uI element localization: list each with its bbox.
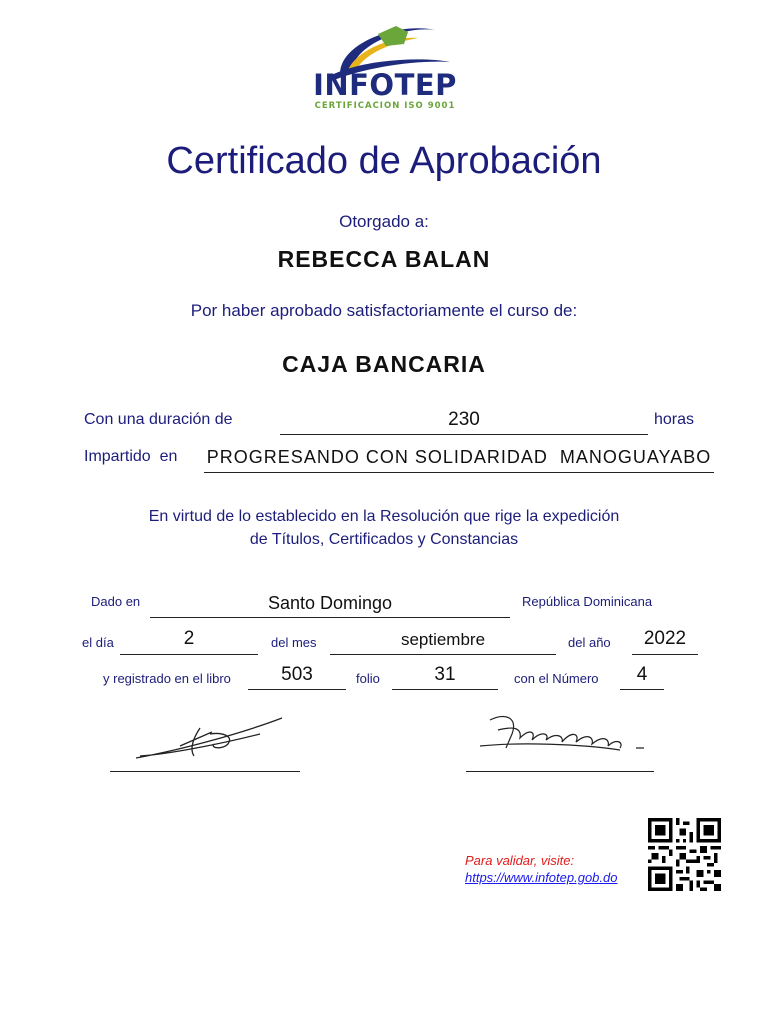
validate-block — [465, 852, 617, 886]
number-value: 4 — [636, 664, 648, 685]
logo-map-green — [378, 26, 408, 46]
duration-label: Con una duración de — [84, 411, 233, 428]
given-city-line — [150, 617, 510, 618]
logo-name: INFOTEP — [313, 68, 457, 102]
number-line — [620, 689, 664, 690]
taught-line — [204, 472, 714, 473]
approved-text: Por haber aprobado satisfactoriamente el curso de: — [190, 301, 578, 320]
resolution-line-1: En virtud de lo establecido en la Resolución que rige la expedición — [148, 508, 620, 525]
taught-label: Impartido en — [84, 448, 178, 465]
course-name: CAJA BANCARIA — [282, 351, 486, 377]
folio-label: folio — [356, 671, 380, 686]
validate-link[interactable]: https://www.infotep.gob.do — [465, 870, 618, 885]
book-label: y registrado en el libro — [103, 671, 231, 686]
year-line — [632, 654, 698, 655]
year-value: 2022 — [643, 628, 687, 649]
signature-left-line — [110, 771, 300, 772]
qr-code-icon — [648, 818, 721, 891]
given-country: República Dominicana — [522, 594, 653, 609]
certificate-title: Certificado de Aprobación — [166, 140, 602, 182]
taught-value: PROGRESANDO CON SOLIDARIDAD MANOGUAYABO — [206, 447, 712, 467]
day-line — [120, 654, 258, 655]
day-value: 2 — [183, 628, 195, 649]
book-line — [248, 689, 346, 690]
duration-line — [280, 434, 648, 435]
resolution-text — [0, 505, 768, 551]
number-label: con el Número — [514, 671, 599, 686]
signature-right — [470, 708, 660, 768]
day-label: el día — [82, 635, 114, 650]
duration-unit: horas — [654, 411, 695, 428]
folio-line — [392, 689, 498, 690]
signature-left — [110, 710, 310, 770]
recipient-name: REBECCA BALAN — [277, 246, 491, 272]
month-value: septiembre — [400, 630, 486, 649]
year-label: del año — [568, 635, 611, 650]
validate-label: Para validar, visite: — [465, 853, 575, 868]
logo-subtitle: CERTIFICACION ISO 9001 — [314, 101, 456, 111]
given-label: Dado en — [91, 594, 141, 609]
duration-value: 230 — [448, 409, 480, 430]
folio-value: 31 — [434, 664, 456, 685]
signature-right-line — [466, 771, 654, 772]
month-label: del mes — [271, 635, 317, 650]
resolution-line-2: de Títulos, Certificados y Constancias — [249, 531, 519, 548]
book-value: 503 — [281, 664, 313, 685]
given-city: Santo Domingo — [267, 593, 393, 613]
awarded-label: Otorgado a: — [339, 212, 429, 231]
month-line — [330, 654, 556, 655]
